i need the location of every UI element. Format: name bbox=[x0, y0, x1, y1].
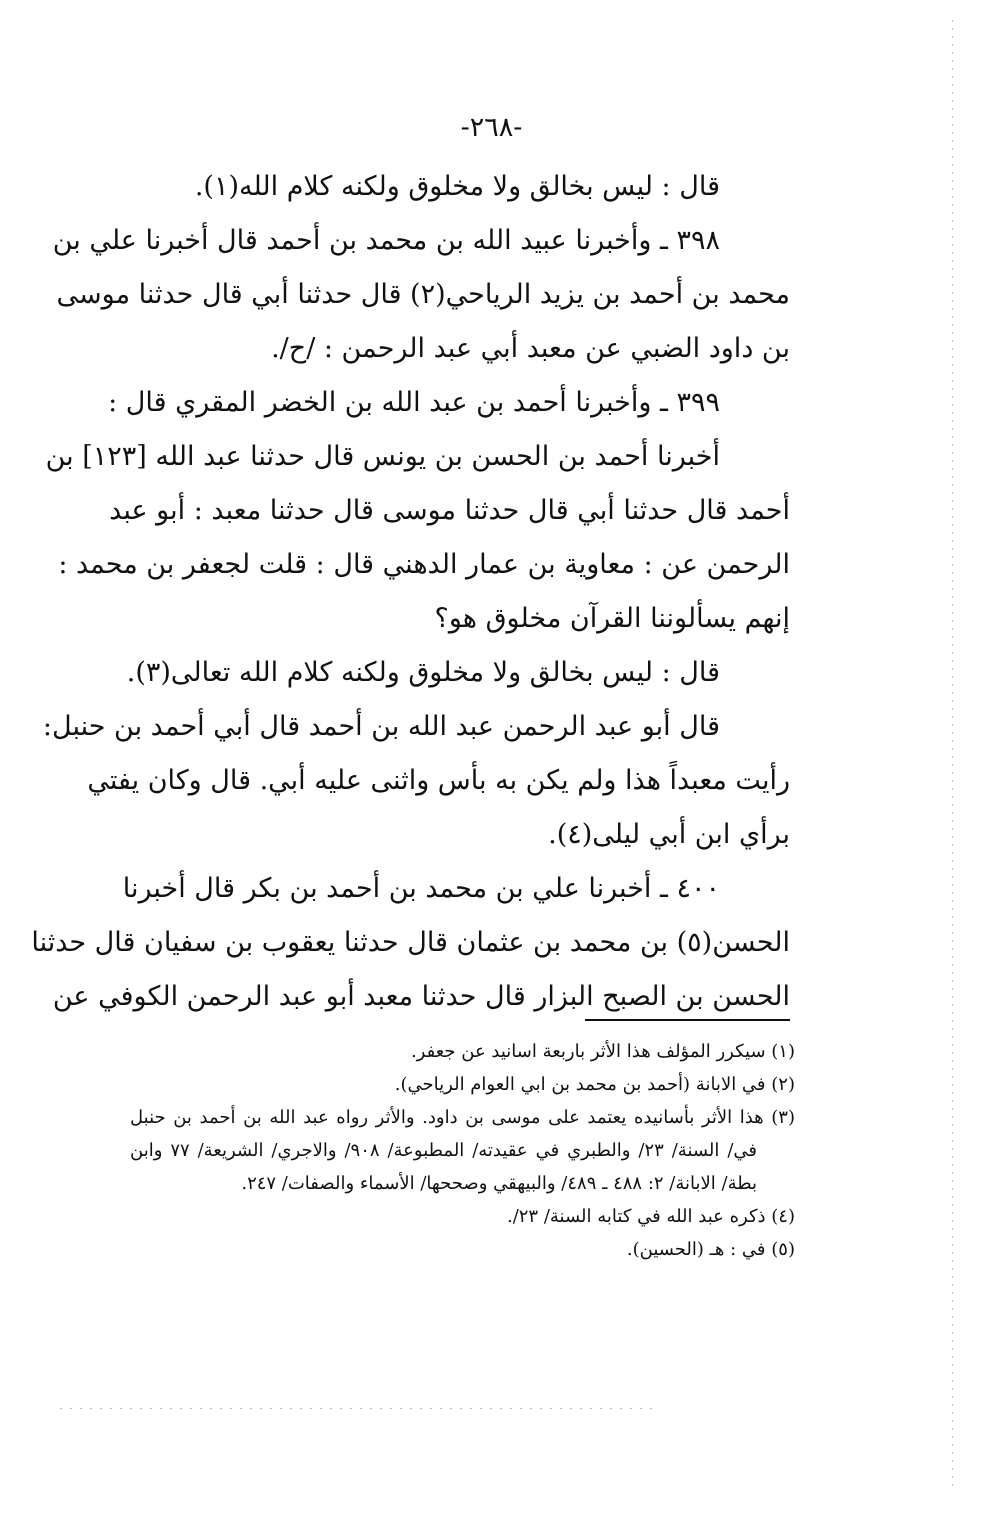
text-line: قال أبو عبد الرحمن عبد الله بن أحمد قال أبي أحمد بن حنبل: bbox=[42, 711, 720, 742]
text-line: قال : ليس بخالق ولا مخلوق ولكنه كلام الله تعالى(٣). bbox=[126, 657, 720, 688]
text-line: أخبرنا أحمد بن الحسن بن يونس قال حدثنا عبد الله [١٢٣] بن bbox=[45, 441, 720, 472]
footnote-line: (٤) ذكره عبد الله في كتابه السنة/ ٢٣/. bbox=[506, 1206, 795, 1227]
footnote-line: (٣) هذا الأثر بأسانيده يعتمد على موسى بن داود. والأثر رواه عبد الله بن أحمد بن حنبل bbox=[130, 1107, 795, 1128]
text-line: ٤٠٠ ـ أخبرنا علي بن محمد بن أحمد بن بكر قال أخبرنا bbox=[122, 873, 720, 904]
text-line: الحسن بن الصبح البزار قال حدثنا معبد أبو عبد الرحمن الكوفي عن bbox=[52, 981, 790, 1012]
scan-dots-artifact bbox=[60, 1408, 660, 1409]
footnote-line: (٥) في : هـ (الحسين). bbox=[626, 1239, 795, 1260]
footnote-line: (١) سيكرر المؤلف هذا الأثر باربعة اسانيد عن جعفر. bbox=[410, 1041, 795, 1062]
footnote-line: في/ السنة/ ٢٣/ والطبري في عقيدته/ المطبوعة/ ٩٠٨/ والاجري/ الشريعة/ ٧٧ وابن bbox=[130, 1140, 757, 1161]
scan-edge-artifact bbox=[952, 20, 953, 1490]
page-number: -٢٦٨- bbox=[460, 112, 523, 143]
text-line: الحسن(٥) بن محمد بن عثمان قال حدثنا يعقوب بن سفيان قال حدثنا bbox=[31, 927, 790, 958]
text-line: أحمد قال حدثنا أبي قال حدثنا موسى قال حدثنا معبد : أبو عبد bbox=[109, 495, 790, 526]
main-text bbox=[31, 160, 790, 1024]
text-line: برأي ابن أبي ليلى(٤). bbox=[548, 819, 790, 850]
footnote-divider bbox=[585, 1019, 790, 1021]
footnotes bbox=[130, 1035, 795, 1266]
text-line: الرحمن عن : معاوية بن عمار الدهني قال : قلت لجعفر بن محمد : bbox=[58, 549, 790, 580]
text-line: إنهم يسألوننا القرآن مخلوق هو؟ bbox=[434, 603, 790, 634]
footnote-line: (٢) في الابانة (أحمد بن محمد بن ابي العوام الرياحي). bbox=[394, 1074, 795, 1095]
text-line: محمد بن أحمد بن يزيد الرياحي(٢) قال حدثنا أبي قال حدثنا موسى bbox=[56, 279, 790, 310]
text-line: قال : ليس بخالق ولا مخلوق ولكنه كلام الله(١). bbox=[194, 171, 720, 202]
footnote-line: بطة/ الابانة/ ٢: ٤٨٨ ـ ٤٨٩/ والبيهقي وصححها/ الأسماء والصفات/ ٢٤٧. bbox=[241, 1173, 757, 1194]
text-line: ٣٩٩ ـ وأخبرنا أحمد بن عبد الله بن الخضر المقري قال : bbox=[108, 387, 720, 418]
text-line: بن داود الضبي عن معبد أبي عبد الرحمن : /ح/. bbox=[271, 333, 790, 364]
text-line: ٣٩٨ ـ وأخبرنا عبيد الله بن محمد بن أحمد قال أخبرنا علي بن bbox=[52, 225, 720, 256]
text-line: رأيت معبداً هذا ولم يكن به بأس واثنى عليه أبي. قال وكان يفتي bbox=[87, 765, 790, 796]
